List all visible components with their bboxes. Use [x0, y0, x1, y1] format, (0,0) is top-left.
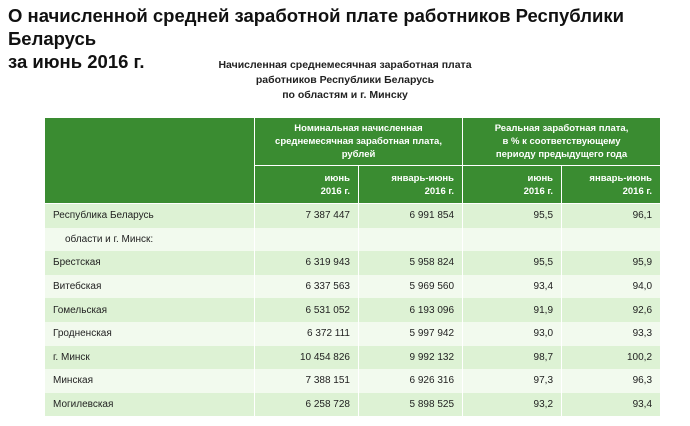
region-name: области и г. Минск:	[45, 228, 255, 252]
headline-line-2: за июнь 2016 г.	[8, 51, 145, 72]
caption-line-2: работников Республики Беларусь	[255, 74, 435, 86]
real-june-value: 91,9	[463, 298, 562, 322]
header-nominal-line-1: Номинальная начисленная	[294, 123, 423, 134]
region-name: Минская	[45, 369, 255, 393]
real-ytd-value	[562, 228, 661, 252]
nominal-june-value: 6 258 728	[255, 393, 359, 417]
nominal-ytd-value: 5 958 824	[359, 251, 463, 275]
table-row	[45, 346, 661, 370]
nominal-june-value: 6 531 052	[255, 298, 359, 322]
table-row	[45, 228, 661, 252]
header-real-line-3: периоду предыдущего года	[495, 149, 628, 160]
region-name: Республика Беларусь	[45, 204, 255, 228]
real-june-value: 98,7	[463, 346, 562, 370]
region-name: Могилевская	[45, 393, 255, 417]
real-ytd-value: 93,4	[562, 393, 661, 417]
nominal-ytd-value: 5 898 525	[359, 393, 463, 417]
header-real-line-1: Реальная заработная плата,	[494, 123, 629, 134]
region-name: Гродненская	[45, 322, 255, 346]
real-june-value: 95,5	[463, 251, 562, 275]
nominal-june-value: 10 454 826	[255, 346, 359, 370]
table-row	[45, 322, 661, 346]
header-nominal-june	[255, 166, 359, 204]
region-name: Гомельская	[45, 298, 255, 322]
header-nominal-ytd	[359, 166, 463, 204]
nominal-ytd-value: 9 992 132	[359, 346, 463, 370]
header-nominal-line-3: рублей	[341, 149, 376, 160]
nominal-june-value: 6 337 563	[255, 275, 359, 299]
header-period-line-1: январь-июнь	[391, 172, 455, 184]
real-ytd-value: 96,3	[562, 369, 661, 393]
real-ytd-value: 94,0	[562, 275, 661, 299]
header-group-nominal	[255, 118, 463, 166]
header-period-line-2: 2016 г.	[320, 185, 350, 197]
salary-table	[44, 117, 661, 416]
table-row	[45, 251, 661, 275]
table-row	[45, 204, 661, 228]
nominal-june-value	[255, 228, 359, 252]
header-group-real	[463, 118, 661, 166]
header-period-line-1: июнь	[527, 172, 554, 184]
nominal-june-value: 6 372 111	[255, 322, 359, 346]
nominal-june-value: 6 319 943	[255, 251, 359, 275]
headline-line-1: О начисленной средней заработной плате работников Республики Беларусь	[8, 5, 625, 49]
region-name: г. Минск	[45, 346, 255, 370]
nominal-ytd-value: 5 969 560	[359, 275, 463, 299]
caption-line-3: по областям и г. Минску	[282, 89, 408, 101]
header-region-cell	[45, 118, 255, 204]
real-june-value: 93,2	[463, 393, 562, 417]
region-name: Витебская	[45, 275, 255, 299]
real-ytd-value: 92,6	[562, 298, 661, 322]
real-june-value: 93,0	[463, 322, 562, 346]
nominal-june-value: 7 388 151	[255, 369, 359, 393]
real-june-value: 95,5	[463, 204, 562, 228]
header-period-line-2: 2016 г.	[424, 185, 455, 197]
real-june-value	[463, 228, 562, 252]
table-row	[45, 298, 661, 322]
header-period-line-2: 2016 г.	[622, 185, 653, 197]
region-name: Брестская	[45, 251, 255, 275]
nominal-ytd-value: 6 991 854	[359, 204, 463, 228]
nominal-ytd-value: 5 997 942	[359, 322, 463, 346]
header-real-ytd	[562, 166, 661, 204]
real-ytd-value: 100,2	[562, 346, 661, 370]
real-ytd-value: 93,3	[562, 322, 661, 346]
real-june-value: 97,3	[463, 369, 562, 393]
header-nominal-line-2: среднемесячная заработная плата,	[275, 136, 442, 147]
nominal-ytd-value: 6 926 316	[359, 369, 463, 393]
header-real-june	[463, 166, 562, 204]
table-row	[45, 275, 661, 299]
real-june-value: 93,4	[463, 275, 562, 299]
real-ytd-value: 96,1	[562, 204, 661, 228]
header-row-groups	[45, 118, 661, 166]
header-real-line-2: в % к соответствующему	[502, 136, 621, 147]
table-row	[45, 369, 661, 393]
nominal-june-value: 7 387 447	[255, 204, 359, 228]
header-period-line-1: январь-июнь	[589, 172, 653, 184]
caption-line-1: Начисленная среднемесячная заработная плата	[218, 59, 472, 71]
real-ytd-value: 95,9	[562, 251, 661, 275]
header-period-line-2: 2016 г.	[523, 185, 554, 197]
table-row	[45, 393, 661, 417]
nominal-ytd-value	[359, 228, 463, 252]
nominal-ytd-value: 6 193 096	[359, 298, 463, 322]
header-period-line-1: июнь	[324, 172, 350, 184]
table-caption	[0, 58, 690, 103]
